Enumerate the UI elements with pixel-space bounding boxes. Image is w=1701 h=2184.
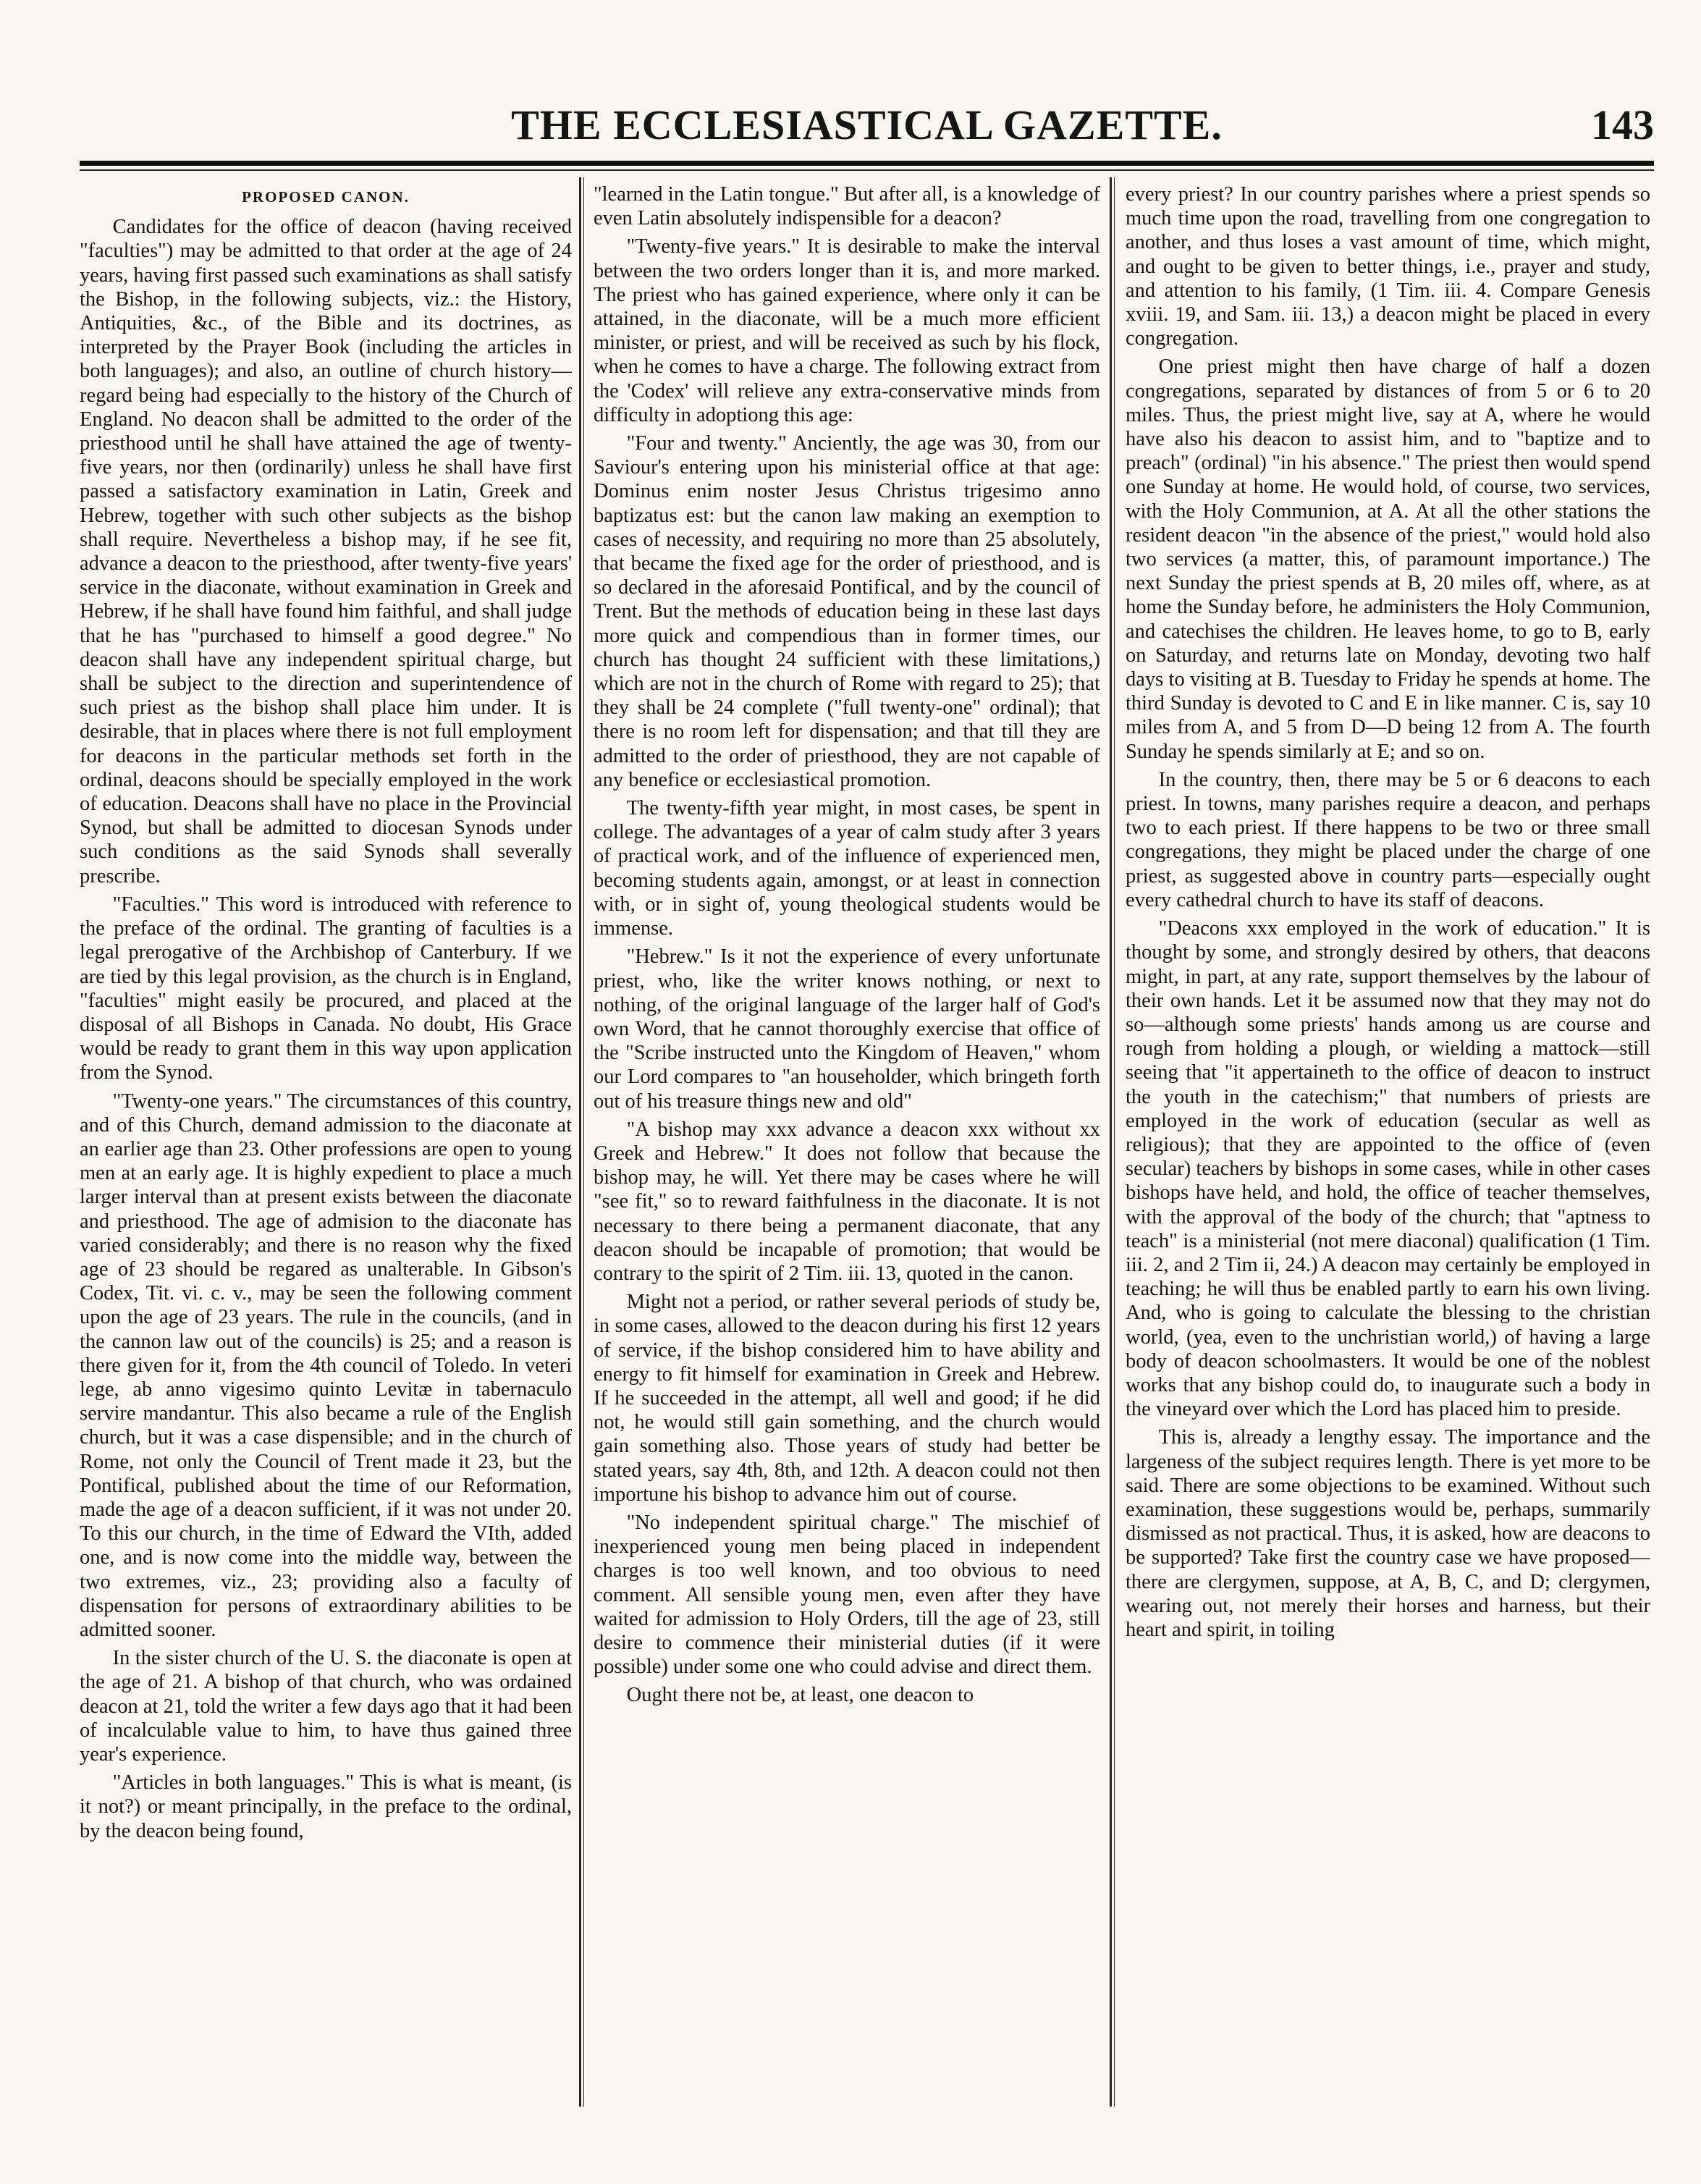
- paragraph: "learned in the Latin tongue." But after all, is a knowledge of even Latin absolutely indispensible for a deacon?: [594, 183, 1100, 230]
- paragraph: "Articles in both languages." This is what is meant, (is it not?) or meant principally, in the preface to the ordinal, by the deacon being found,: [80, 1771, 572, 1842]
- paragraph: "Hebrew." Is it not the experience of every unfortunate priest, who, like the writer knows nothing, or next to nothing, of the original language of the larger half of God's own Word, that he cannot thoroughly exercise that office of the "Scribe instructed unto the Kingdom of Heaven," whom our Lord compares to "an householder, which bringeth forth out of his treasure things new and old": [594, 945, 1100, 1113]
- masthead: [80, 100, 1654, 165]
- paragraph: "Twenty-one years." The circumstances of this country, and of this Church, demand admission to the diaconate at an earlier age than 23. Other professions are open to young men at an early age. It is highly expedient to place a much larger interval than at present exists between the diaconate and priesthood. The age of admision to the diaconate has varied considerably; and there is no reason why the fixed age of 23 should be regared as unalterable. In Gibson's Codex, Tit. vi. c. v., may be seen the following comment upon the age of 23 years. The rule in the councils, (and in the cannon law out of the councils) is 25; and a reason is there given for it, from the 4th council of Toledo. In veteri lege, ab anno vigesimo quinto Levitæ in tabernaculo servire mandantur. This also became a rule of the English church, but it was a case dispensible; and in the church of Rome, not only the Council of Trent made it 23, but the Pontifical, published about the time of our Reformation, made the age of a deacon sufficient, if it was not under 20. To this our church, in the time of Edward the VIth, added one, and is now come into the middle way, between the two extremes, viz., 23; providing also a faculty of dispensation for persons of extraordinary abilities to be admitted sooner.: [80, 1089, 572, 1641]
- paragraph: "Faculties." This word is introduced with reference to the preface of the ordinal. The granting of faculties is a legal prerogative of the Archbishop of Canterbury. If we are tied by this legal provision, as the church is in England, "faculties" might easily be procured, and placed at the disposal of all Bishops in Canada. No doubt, His Grace would be ready to grant them in this way upon application from the Synod.: [80, 893, 572, 1084]
- column-1: [80, 182, 572, 2101]
- paragraph: One priest might then have charge of half a dozen congregations, separated by distances of from 5 or 6 to 20 miles. Thus, the priest might live, say at A, where he would have also his deacon to assist him, and to "baptize and to preach" (ordinal) "in his absence." The priest then would spend one Sunday at home. He would hold, of course, two services, with the Holy Communion, at A. At all the other stations the resident deacon "in the absence of the priest," would hold also two services (a matter, this, of paramount importance.) The next Sunday the priest spends at B, 20 miles off, where, as at home the Sunday before, he administers the Holy Communion, and catechises the children. He leaves home, to go to B, early on Saturday, and returns late on Monday, devoting two half days to visiting at B. Tuesday to Friday he spends at home. The third Sunday is devoted to C and E in like manner. C is, say 10 miles from A, and 5 from D—D being 12 from A. The fourth Sunday he spends similarly at E; and so on.: [1126, 355, 1650, 763]
- page-number: 143: [1591, 101, 1654, 148]
- paragraph: "Four and twenty." Anciently, the age was 30, from our Saviour's entering upon his ministerial office at that age: Dominus enim noster Jesus Christus trigesimo anno baptizatus est: but the canon law making an exemption to cases of necessity, and requiring no more than 25 absolutely, that became the fixed age for the order of priesthood, and is so declared in the aforesaid Pontifical, and by the council of Trent. But the methods of education being in these last days more quick and compendious than in former times, our church has thought 24 sufficient with these limitations,) which are not in the church of Rome with regard to 25); that they shall be 24 complete ("full twenty-one" ordinal); that there is no room left for dispensation; and that till they are admitted to the order of priesthood, they are not capable of any benefice or ecclesiastical promotion.: [594, 432, 1100, 791]
- newspaper-title: THE ECCLESIASTICAL GAZETTE.: [511, 101, 1223, 148]
- paragraph: "A bishop may xxx advance a deacon xxx without xx Greek and Hebrew." It does not follow that because the bishop may, he will. Yet there may be cases where he will "see fit," so to reward faithfulness in the diaconate. It is not necessary to there being a permanent diaconate, that any deacon should be incapable of promotion; that would be contrary to the spirit of 2 Tim. iii. 13, quoted in the canon.: [594, 1118, 1100, 1285]
- paragraph: "No independent spiritual charge." The mischief of inexperienced young men being placed in independent charges is too well known, and too obvious to need comment. All sensible young men, even after they have waited for admission to Holy Orders, till the age of 23, still desire to commence their ministerial duties (if it were possible) under some one who could advise and direct them.: [594, 1511, 1100, 1679]
- column-divider: [1110, 177, 1112, 2107]
- paragraph: The twenty-fifth year might, in most cases, be spent in college. The advantages of a year of calm study after 3 years of practical work, and of the influence of experienced men, becoming students again, amongst, or at least in connection with, or in sight of, young theological students would be immense.: [594, 797, 1100, 940]
- paragraph: "Twenty-five years." It is desirable to make the interval between the two orders longer than it is, and more marked. The priest who has gained experience, where only it can be attained, in the diaconate, will be a much more efficient minister, or priest, and will be received as such by his flock, when he comes to have a charge. The following extract from the 'Codex' will relieve any extra-conservative minds from difficulty in adoptiong this age:: [594, 235, 1100, 426]
- paragraph: "Deacons xxx employed in the work of education." It is thought by some, and strongly desired by others, that deacons might, in part, at any rate, support themselves by the labour of their own hands. Let it be assumed now that they may not do so—although some priests' hands among us are course and rough from holding a plough, or wielding a mattock—still seeing that "it appertaineth to the office of deacon to instruct the youth in the catechism;" that numbers of priests are employed in the work of education (secular as well as religious); that they are appointed to the office of (even secular) teachers by bishops in some cases, while in other cases bishops have held, and hold, the office of teacher themselves, with the approval of the body of the church; that "aptness to teach" is a ministerial (not mere diaconal) qualification (1 Tim. iii. 2, and 2 Tim ii, 24.) A deacon may certainly be employed in teaching; he will thus be enabled partly to earn his own living. And, who is going to calculate the blessing to the christian world, (yea, even to the unchristian world,) of having a large body of deacon schoolmasters. It would be one of the noblest works that any bishop could do, to inaugurate such a body in the vineyard over which the Lord has placed him to preside.: [1126, 917, 1650, 1421]
- masthead-rule-thick: [80, 161, 1654, 166]
- masthead-rule-thin: [80, 169, 1654, 171]
- column-divider: [1114, 177, 1115, 2107]
- paragraph: Might not a period, or rather several periods of study be, in some cases, allowed to the deacon during his first 12 years of service, if the bishop considered him to have ability and energy to fit himself for examination in Greek and Hebrew. If he succeeded in the attempt, all well and good; if he did not, he would still gain something, and the church would gain something also. Those years of study had better be stated years, say 4th, 8th, and 12th. A deacon could not then importune his bishop to advance him out of course.: [594, 1291, 1100, 1506]
- paragraph: This is, already a lengthy essay. The importance and the largeness of the subject requires length. There is yet more to be said. There are some objections to be examined. Without such examination, these suggestions would be, perhaps, summarily dismissed as not practical. Thus, it is asked, how are deacons to be supported? Take first the country case we have proposed—there are clergymen, suppose, at A, B, C, and D; clergymen, wearing out, not merely their horses and harness, but their heart and spirit, in toiling: [1126, 1426, 1650, 1641]
- paragraph: In the sister church of the U. S. the diaconate is open at the age of 21. A bishop of that church, who was ordained deacon at 21, told the writer a few days ago that it had been of incalculable value to him, to have thus gained three year's experience.: [80, 1647, 572, 1766]
- column-2: [594, 182, 1100, 2101]
- column-divider: [579, 177, 581, 2107]
- column-divider: [583, 177, 584, 2107]
- paragraph: Ought there not be, at least, one deacon to: [626, 1684, 974, 1707]
- paragraph: In the country, then, there may be 5 or 6 deacons to each priest. In towns, many parishes require a deacon, and perhaps two to each priest. If there happens to be two or three small congregations, they might be placed under the charge of one priest, as suggested above in country parts—especially ought every cathedral church to have its staff of deacons.: [1126, 768, 1650, 911]
- column-3: [1126, 182, 1650, 2101]
- paragraph: every priest? In our country parishes where a priest spends so much time upon the road, travelling from one congregation to another, and thus loses a vast amount of time, which might, and ought to be given to better things, i.e., prayer and study, and attention to his family, (1 Tim. iii. 4. Compare Genesis xviii. 19, and Sam. iii. 13,) a deacon might be placed in every congregation.: [1126, 183, 1650, 350]
- paragraph: Candidates for the office of deacon (having received "faculties") may be admitted to that order at the age of 24 years, having first passed such examinations as shall satisfy the Bishop, in the following subjects, viz.: the History, Antiquities, &c., of the Bible and its doctrines, as interpreted by the Prayer Book (including the articles in both languages); and also, an outline of church history—regard being had especially to the history of the Church of England. No deacon shall be admitted to the order of the priesthood until he shall have attained the age of twenty-five years, nor then (ordinarily) unless he shall have first passed a satisfactory examination in Latin, Greek and Hebrew, together with such other subjects as the bishop shall require. Nevertheless a bishop may, if he see fit, advance a deacon to the priesthood, after twenty-five years' service in the diaconate, without examination in Greek and Hebrew, if he shall have found him faithful, and shall judge that he has "purchased to himself a good degree." No deacon shall have any independent spiritual charge, but shall be subject to the direction and superintendence of such priest as the bishop shall place him under. It is desirable, that in places where there is not full employment for deacons in the particular methods set forth in the ordinal, deacons should be specially employed in the work of education. Deacons shall have no place in the Provincial Synod, but shall be admitted to diocesan Synods under such conditions as the said Synods shall severally prescribe.: [80, 216, 572, 887]
- article-heading: PROPOSED CANON.: [242, 188, 410, 206]
